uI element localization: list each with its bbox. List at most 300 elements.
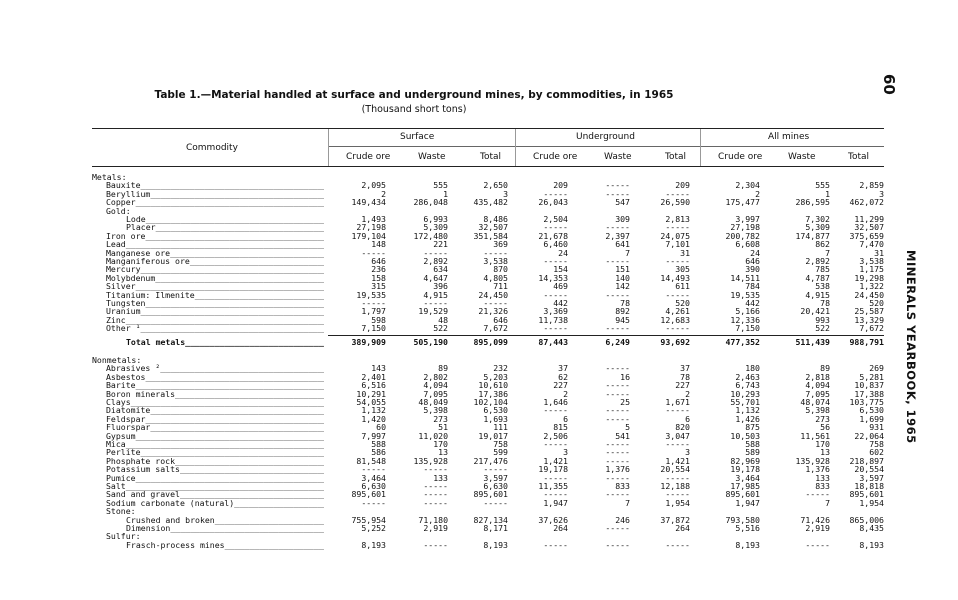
table-cell: 6 (685, 413, 690, 424)
row-label: Tungsten _____ (106, 299, 324, 308)
table-cell: 555 (815, 180, 830, 191)
row-label: Dimension _____ (126, 524, 324, 533)
table-cell: 18,818 (854, 481, 884, 491)
table-cell: 5 (625, 422, 630, 433)
col-header-all-waste: Waste (788, 152, 816, 162)
table-cell: 24,450 (478, 289, 508, 300)
table-cell: 1,671 (665, 397, 690, 407)
col-header-underground-waste: Waste (604, 152, 632, 162)
table-subtitle: (Thousand short tons) (361, 104, 467, 115)
table-cell: 24 (750, 247, 760, 258)
table-cell: ----- (665, 222, 690, 233)
table-cell: 54,055 (356, 397, 386, 407)
row-label: Frasch-process mines _____ (126, 541, 324, 550)
table-cell: 12,336 (730, 314, 760, 325)
table-cell: 10,837 (854, 380, 884, 391)
table-cell: 8,193 (483, 539, 508, 550)
table-cell: 1 (825, 188, 830, 199)
table-cell: 641 (615, 239, 630, 250)
table-cell: 1,947 (543, 497, 568, 508)
table-cell: 21,326 (478, 306, 508, 317)
table-cell: ----- (605, 447, 630, 458)
table-cell: ----- (605, 188, 630, 199)
table-cell: 264 (675, 523, 690, 533)
group-header-underground: Underground (576, 132, 635, 142)
table-cell: 78 (820, 298, 830, 308)
table-cell: 60 (376, 422, 386, 433)
table-cell: 588 (745, 439, 760, 449)
row-label: Lead _____ (106, 240, 324, 249)
table-cell: 200,782 (725, 230, 760, 241)
table-cell: 7,150 (361, 323, 386, 334)
row-label: Uranium _____ (106, 307, 324, 316)
table-cell: 180 (745, 363, 760, 374)
table-cell: 148 (371, 239, 386, 250)
table-cell: 2,095 (361, 180, 386, 191)
table-cell: 286,048 (413, 197, 448, 208)
table-cell: 170 (815, 439, 830, 449)
table-cell: ----- (543, 539, 568, 550)
table-cell: 37,626 (538, 514, 568, 525)
table-cell: 870 (493, 264, 508, 275)
table-cell: 586 (371, 447, 386, 458)
table-cell: 375,659 (849, 230, 884, 241)
table-cell: 3,538 (483, 256, 508, 266)
table-cell: 1,421 (543, 455, 568, 466)
table-cell: 103,775 (849, 397, 884, 407)
table-cell: 1,954 (859, 497, 884, 508)
row-label: Lode _____ (126, 215, 324, 224)
table-cell: 81,548 (356, 455, 386, 466)
table-cell: 273 (815, 413, 830, 424)
table-cell: 2 (563, 388, 568, 399)
header-top-rule (92, 128, 884, 129)
table-cell: 931 (869, 422, 884, 433)
table-cell: 892 (615, 306, 630, 317)
table-cell: 520 (869, 298, 884, 308)
table-cell: 7,150 (735, 323, 760, 334)
table-cell: 555 (433, 180, 448, 191)
table-cell: ----- (543, 323, 568, 334)
table-cell: 78 (620, 298, 630, 308)
table-cell: 10,293 (730, 388, 760, 399)
table-cell: 24,450 (854, 289, 884, 300)
table-cell: 1,954 (665, 497, 690, 508)
table-cell: 646 (745, 256, 760, 266)
table-cell: 13 (820, 447, 830, 458)
table-cell: 1,493 (361, 214, 386, 224)
row-label: Gold: (106, 206, 131, 216)
table-cell: 602 (869, 447, 884, 458)
table-cell: 3,538 (859, 256, 884, 266)
table-cell: ----- (543, 439, 568, 449)
table-cell: 4,787 (805, 272, 830, 283)
table-cell: 634 (433, 264, 448, 275)
table-cell: 2 (755, 188, 760, 199)
table-cell: 26,043 (538, 197, 568, 208)
row-label: Perlite _____ (106, 448, 324, 457)
row-label: Zinc _____ (106, 316, 324, 325)
table-cell: ----- (665, 439, 690, 449)
row-label: Potassium salts _____ (106, 465, 324, 474)
table-cell: 2 (381, 188, 386, 199)
table-cell: 140 (615, 272, 630, 283)
table-cell: 2,813 (665, 214, 690, 224)
table-cell: 11,738 (538, 314, 568, 325)
table-cell: 1,376 (805, 464, 830, 475)
table-cell: 522 (433, 323, 448, 334)
group-underline-rule (328, 146, 884, 147)
table-cell: 895,099 (473, 336, 508, 347)
table-cell: 522 (815, 323, 830, 334)
table-cell: 646 (493, 314, 508, 325)
table-cell: 599 (493, 447, 508, 458)
table-cell: 135,928 (413, 455, 448, 466)
table-cell: 111 (493, 422, 508, 433)
table-cell: 20,421 (800, 306, 830, 317)
table-cell: 5,516 (735, 523, 760, 533)
table-cell: 10,610 (478, 380, 508, 391)
table-cell: 26,590 (660, 197, 690, 208)
table-cell: 2,919 (805, 523, 830, 533)
table-cell: ----- (361, 464, 386, 475)
table-cell: ----- (483, 247, 508, 258)
table-cell: 218,897 (849, 455, 884, 466)
table-cell: ----- (605, 413, 630, 424)
header-divider-2 (515, 129, 516, 166)
table-cell: 133 (815, 472, 830, 483)
table-cell: 6,249 (605, 336, 630, 347)
table-cell: 4,261 (665, 306, 690, 317)
table-cell: 246 (615, 514, 630, 525)
table-cell: 37 (680, 363, 690, 374)
row-label: Total metals _____ (126, 338, 324, 347)
row-label: Manganese ore _____ (106, 249, 324, 258)
table-cell: 24 (558, 247, 568, 258)
table-cell: 20,554 (660, 464, 690, 475)
table-cell: ----- (543, 489, 568, 500)
table-cell: 1,175 (859, 264, 884, 275)
table-cell: 6,530 (483, 405, 508, 416)
table-cell: ----- (423, 464, 448, 475)
table-cell: 170 (433, 439, 448, 449)
table-cell: 5,252 (361, 523, 386, 533)
row-label: Gypsum _____ (106, 432, 324, 441)
table-cell: 7,095 (423, 388, 448, 399)
table-cell: 174,877 (795, 230, 830, 241)
table-cell: 8,193 (859, 539, 884, 550)
table-title: Table 1.—Material handled at surface and underground mines, by commodities, in 1965 (154, 89, 674, 101)
table-cell: 14,353 (538, 272, 568, 283)
table-cell: 93,692 (660, 336, 690, 347)
table-cell: 784 (745, 281, 760, 292)
table-cell: 19,178 (538, 464, 568, 475)
table-cell: 22,064 (854, 430, 884, 441)
table-cell: 31 (680, 247, 690, 258)
table-cell: 13 (438, 447, 448, 458)
table-cell: 89 (438, 363, 448, 374)
table-cell: 37,872 (660, 514, 690, 525)
table-cell: ----- (423, 247, 448, 258)
table-cell: ----- (605, 180, 630, 191)
table-cell: 8,435 (859, 523, 884, 533)
table-cell: 1,646 (543, 397, 568, 407)
row-label: Abrasives ² _____ (106, 364, 324, 373)
table-cell: ----- (361, 497, 386, 508)
table-cell: 12,683 (660, 314, 690, 325)
table-cell: 2,304 (735, 180, 760, 191)
table-cell: 589 (745, 447, 760, 458)
row-label: Bauxite _____ (106, 181, 324, 190)
row-label: Mercury _____ (106, 265, 324, 274)
table-cell: ----- (483, 497, 508, 508)
col-header-surface-crude: Crude ore (346, 152, 391, 162)
table-cell: 793,580 (725, 514, 760, 525)
table-cell: 2,504 (543, 214, 568, 224)
table-cell: ----- (543, 188, 568, 199)
table-cell: 2,401 (361, 371, 386, 382)
row-label: Manganiferous ore _____ (106, 257, 324, 266)
table-cell: 945 (615, 314, 630, 325)
table-cell: 12,188 (660, 481, 690, 491)
table-cell: 143 (371, 363, 386, 374)
table-cell: 5,398 (805, 405, 830, 416)
table-cell: 7,470 (859, 239, 884, 250)
page-number: 60 (880, 74, 898, 95)
table-cell: ----- (665, 489, 690, 500)
table-cell: 2,892 (805, 256, 830, 266)
col-header-all-crude: Crude ore (718, 152, 763, 162)
table-cell: 505,190 (413, 336, 448, 347)
group-header-all-mines: All mines (768, 132, 810, 142)
table-cell: 315 (371, 281, 386, 292)
table-cell: 547 (615, 197, 630, 208)
table-cell: 55,701 (730, 397, 760, 407)
row-label: Barite _____ (106, 381, 324, 390)
table-cell: 3,597 (483, 472, 508, 483)
table-cell: 389,909 (351, 336, 386, 347)
table-cell: 815 (553, 422, 568, 433)
table-cell: ----- (605, 256, 630, 266)
table-cell: ----- (483, 464, 508, 475)
table-row (0, 541, 958, 550)
table-cell: 87,443 (538, 336, 568, 347)
row-label: Molybdenum _____ (106, 274, 324, 283)
table-cell: 11,355 (538, 481, 568, 491)
row-label: Other ¹ _____ (106, 324, 324, 333)
table-cell: 1,132 (735, 405, 760, 416)
row-label: Sodium carbonate (natural) _____ (106, 499, 324, 508)
table-cell: 3,464 (735, 472, 760, 483)
table-cell: 2,919 (423, 523, 448, 533)
table-cell: ----- (805, 539, 830, 550)
table-cell: ----- (543, 405, 568, 416)
table-cell: 520 (675, 298, 690, 308)
table-cell: ----- (605, 523, 630, 533)
table-cell: ----- (423, 539, 448, 550)
table-cell: 3 (503, 188, 508, 199)
table-cell: 8,193 (361, 539, 386, 550)
table-cell: 217,476 (473, 455, 508, 466)
table-cell: 538 (815, 281, 830, 292)
table-cell: 3 (685, 447, 690, 458)
table-cell: 236 (371, 264, 386, 275)
commodity-header: Commodity (186, 143, 238, 153)
table-cell: 62 (558, 371, 568, 382)
table-cell: 820 (675, 422, 690, 433)
table-cell: ----- (665, 539, 690, 550)
table-cell: 351,584 (473, 230, 508, 241)
table-cell: 51 (438, 422, 448, 433)
table-cell: 264 (553, 523, 568, 533)
table-cell: ----- (605, 363, 630, 374)
table-cell: 7 (625, 247, 630, 258)
table-cell: 988,791 (849, 336, 884, 347)
table-cell: 3,997 (735, 214, 760, 224)
table-cell: ----- (543, 289, 568, 300)
table-cell: ----- (605, 380, 630, 391)
table-cell: 133 (433, 472, 448, 483)
table-cell: 7 (825, 497, 830, 508)
table-row (0, 338, 958, 347)
table-cell: 833 (815, 481, 830, 491)
table-cell: 27,198 (730, 222, 760, 233)
table-cell: 6,743 (735, 380, 760, 391)
row-label: Stone: (106, 507, 136, 517)
table-cell: 305 (675, 264, 690, 275)
table-cell: 175,477 (725, 197, 760, 208)
table-cell: 309 (615, 214, 630, 224)
table-cell: ----- (605, 489, 630, 500)
table-cell: ----- (665, 256, 690, 266)
row-label: Asbestos _____ (106, 373, 324, 382)
table-cell: 172,480 (413, 230, 448, 241)
table-cell: 435,482 (473, 197, 508, 208)
table-cell: 711 (493, 281, 508, 292)
col-header-all-total: Total (848, 152, 870, 162)
table-cell: 24,075 (660, 230, 690, 241)
table-cell: 154 (553, 264, 568, 275)
table-cell: 5,166 (735, 306, 760, 317)
table-cell: 6,993 (423, 214, 448, 224)
table-cell: 541 (615, 430, 630, 441)
table-cell: 13,329 (854, 314, 884, 325)
table-cell: 2,506 (543, 430, 568, 441)
table-cell: 646 (371, 256, 386, 266)
header-divider-1 (328, 129, 329, 166)
table-cell: 209 (675, 180, 690, 191)
table-cell: 273 (433, 413, 448, 424)
table-cell: ----- (605, 388, 630, 399)
table-cell: 2,397 (605, 230, 630, 241)
table-cell: 17,985 (730, 481, 760, 491)
table-cell: ----- (543, 256, 568, 266)
table-cell: 142 (615, 281, 630, 292)
table-cell: 865,006 (849, 514, 884, 525)
table-cell: 31 (874, 247, 884, 258)
table-cell: ----- (423, 497, 448, 508)
table-cell: 462,072 (849, 197, 884, 208)
table-cell: ----- (805, 489, 830, 500)
table-cell: ----- (423, 489, 448, 500)
row-label: Phosphate rock _____ (106, 457, 324, 466)
table-cell: 598 (371, 314, 386, 325)
table-cell: 833 (615, 481, 630, 491)
table-cell: 10,503 (730, 430, 760, 441)
table-cell: 19,529 (418, 306, 448, 317)
table-cell: 21,678 (538, 230, 568, 241)
row-label: Titanium: Ilmenite _____ (106, 291, 324, 300)
table-cell: 2,818 (805, 371, 830, 382)
table-cell: 89 (820, 363, 830, 374)
col-header-underground-total: Total (665, 152, 687, 162)
table-cell: 895,601 (351, 489, 386, 500)
table-cell: 862 (815, 239, 830, 250)
table-cell: 6,530 (859, 405, 884, 416)
table-cell: ----- (665, 323, 690, 334)
table-cell: 48,049 (418, 397, 448, 407)
table-cell: 785 (815, 264, 830, 275)
row-label: Feldspar _____ (106, 415, 324, 424)
table-cell: ----- (605, 323, 630, 334)
table-cell: 221 (433, 239, 448, 250)
table-cell: 895,601 (473, 489, 508, 500)
row-label: Placer _____ (126, 223, 324, 232)
table-cell: 8,193 (735, 539, 760, 550)
table-cell: 2,463 (735, 371, 760, 382)
table-cell: 1,947 (735, 497, 760, 508)
table-cell: 1,376 (605, 464, 630, 475)
table-cell: ----- (605, 439, 630, 449)
col-header-surface-waste: Waste (418, 152, 446, 162)
table-cell: 2,802 (423, 371, 448, 382)
table-cell: ----- (605, 222, 630, 233)
table-cell: ----- (423, 298, 448, 308)
table-cell: 7,997 (361, 430, 386, 441)
table-cell: 1,426 (735, 413, 760, 424)
table-cell: 5,398 (423, 405, 448, 416)
table-cell: 993 (815, 314, 830, 325)
table-cell: 2 (685, 388, 690, 399)
table-cell: 396 (433, 281, 448, 292)
table-cell: 232 (493, 363, 508, 374)
row-label: Metals: (92, 173, 127, 182)
table-cell: 25,587 (854, 306, 884, 317)
row-label: Iron ore _____ (106, 232, 324, 241)
row-label: Silver _____ (106, 282, 324, 291)
group-header-surface: Surface (400, 132, 435, 142)
table-cell: ----- (665, 188, 690, 199)
table-cell: 149,434 (351, 197, 386, 208)
table-cell: 32,507 (854, 222, 884, 233)
table-cell: 11,020 (418, 430, 448, 441)
table-cell: 895,601 (849, 489, 884, 500)
table-cell: 5,309 (423, 222, 448, 233)
table-cell: 4,915 (805, 289, 830, 300)
table-cell: 7,302 (805, 214, 830, 224)
table-cell: 25 (620, 397, 630, 407)
table-cell: ----- (605, 405, 630, 416)
table-cell: 10,291 (356, 388, 386, 399)
table-cell: 7,101 (665, 239, 690, 250)
row-label: Mica _____ (106, 440, 324, 449)
table-cell: 78 (680, 371, 690, 382)
table-cell: ----- (665, 289, 690, 300)
table-cell: ----- (605, 472, 630, 483)
table-cell: 19,535 (356, 289, 386, 300)
table-row (0, 324, 958, 333)
table-cell: 71,426 (800, 514, 830, 525)
